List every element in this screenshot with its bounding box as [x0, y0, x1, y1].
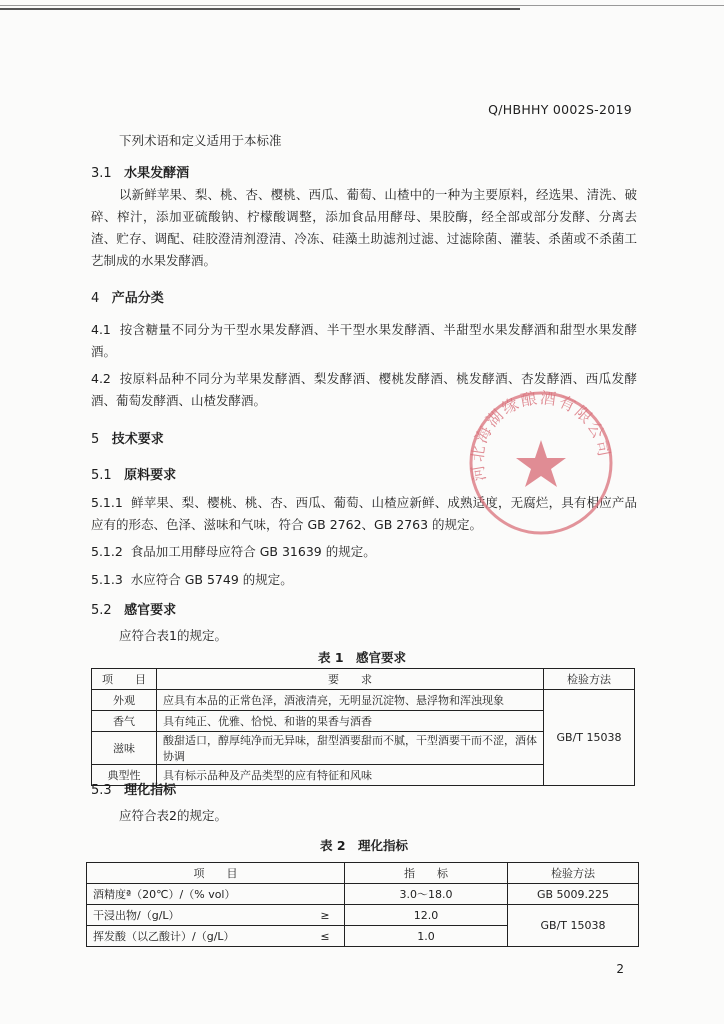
section-4-1 [91, 319, 637, 363]
table-header: 要 求 [157, 669, 544, 690]
table-header: 项 目 [92, 669, 157, 690]
table-row [92, 690, 635, 711]
section-3-1-heading [91, 162, 189, 181]
table-row [87, 905, 639, 926]
table-cell: 外观 [92, 690, 157, 711]
table-header: 指 标 [345, 863, 508, 884]
clause-text: 按含糖量不同分为干型水果发酵酒、半干型水果发酵酒、半甜型水果发酵酒和甜型水果发酵酒。 [91, 322, 637, 359]
table-cell-method: GB/T 15038 [508, 905, 639, 947]
section-5-heading [91, 428, 164, 447]
table-header: 项 目 [87, 863, 345, 884]
table-cell: 应具有本品的正常色泽，酒液清亮，无明显沉淀物、悬浮物和浑浊现象 [157, 690, 544, 711]
clause-text: 食品加工用酵母应符合 GB 31639 的规定。 [130, 544, 376, 559]
section-4-heading [91, 287, 164, 306]
clause-number: 5.1.2 [91, 544, 123, 559]
clause-number: 4.1 [91, 322, 111, 337]
table-1-caption: 表 1 感官要求 [318, 650, 407, 665]
section-5-1-3 [91, 569, 293, 591]
svg-text:河北海湖缘酿酒有限公司: 河北海湖缘酿酒有限公司 [467, 388, 615, 483]
section-5-3-text: 应符合表2的规定。 [119, 808, 227, 823]
table-cell: 具有标示品种及产品类型的应有特征和风味 [157, 765, 544, 786]
section-title: 产品分类 [111, 291, 164, 306]
section-5-1-heading [91, 464, 176, 483]
clause-number: 5.1.1 [91, 495, 123, 510]
section-title: 水果发酵酒 [124, 166, 190, 181]
section-5-1-2 [91, 541, 376, 563]
section-number: 5.2 [91, 603, 112, 618]
table-cell-op: ≤ [306, 926, 345, 947]
table-cell-op [306, 884, 345, 905]
table-cell-method: GB/T 15038 [544, 690, 635, 786]
table-header: 检验方法 [508, 863, 639, 884]
table-2 [86, 862, 639, 947]
section-5-2-heading [91, 599, 176, 618]
table-cell: 酒精度ª（20℃）/（% vol） [87, 884, 307, 905]
table-2-caption: 表 2 理化指标 [320, 838, 409, 853]
section-title: 感官要求 [124, 603, 177, 618]
section-title: 技术要求 [111, 432, 164, 447]
clause-number: 4.2 [91, 371, 111, 386]
clause-text: 鲜苹果、梨、樱桃、桃、杏、西瓜、葡萄、山楂应新鲜、成熟适度，无腐烂，具有相应产品应有的形态、色泽、滋味和气味，符合 GB 2762、GB 2763 的规定。 [91, 495, 637, 532]
section-title: 理化指标 [124, 783, 177, 798]
table-cell: 具有纯正、优雅、恰悦、和谐的果香与酒香 [157, 711, 544, 732]
company-seal-icon [466, 388, 616, 538]
section-number: 5 [91, 432, 100, 447]
clause-text: 水应符合 GB 5749 的规定。 [130, 572, 293, 587]
table-1 [91, 668, 635, 786]
table-cell: 1.0 [345, 926, 508, 947]
table-cell: 挥发酸（以乙酸计）/（g/L） [87, 926, 307, 947]
standard-code: Q/HBHHY 0002S-2019 [488, 102, 632, 117]
section-5-2-text: 应符合表1的规定。 [119, 628, 227, 643]
table-cell: 酸甜适口，醇厚纯净而无异味，甜型酒要甜而不腻，干型酒要干而不涩，酒体协调 [157, 732, 544, 765]
table-cell: 干浸出物/（g/L） [87, 905, 307, 926]
table-cell: 典型性 [92, 765, 157, 786]
section-number: 3.1 [91, 166, 112, 181]
table-cell: 12.0 [345, 905, 508, 926]
section-3-1-body: 以新鲜苹果、梨、桃、杏、樱桃、西瓜、葡萄、山楂中的一种为主要原料，经选果、清洗、破碎、榨汁，添加亚硫酸钠、柠檬酸调整，添加食品用酵母、果胶酶，经全部或部分发酵、分离去渣、贮存、调配、硅胶澄清剂澄清、冷冻、硅藻土助滤剂过滤、过滤除菌、灌装、杀菌或不杀菌工艺制成的水果发酵酒。 [91, 187, 637, 268]
table-row [87, 884, 639, 905]
clause-text: 按原料品种不同分为苹果发酵酒、梨发酵酒、樱桃发酵酒、桃发酵酒、杏发酵酒、西瓜发酵酒、葡萄发酵酒、山楂发酵酒。 [91, 371, 637, 408]
header-rule [0, 8, 520, 10]
table-cell: 滋味 [92, 732, 157, 765]
section-number: 5.3 [91, 783, 112, 798]
table-header: 检验方法 [544, 669, 635, 690]
table-cell: 3.0～18.0 [345, 884, 508, 905]
section-5-3-heading [91, 779, 176, 798]
table-cell: 香气 [92, 711, 157, 732]
table-cell-method: GB 5009.225 [508, 884, 639, 905]
section-number: 5.1 [91, 468, 112, 483]
intro-text: 下列术语和定义适用于本标准 [119, 133, 282, 148]
scan-edge-line [0, 5, 724, 6]
page-number: 2 [616, 962, 624, 976]
section-title: 原料要求 [124, 468, 177, 483]
clause-number: 5.1.3 [91, 572, 123, 587]
section-number: 4 [91, 291, 100, 306]
table-cell-op: ≥ [306, 905, 345, 926]
